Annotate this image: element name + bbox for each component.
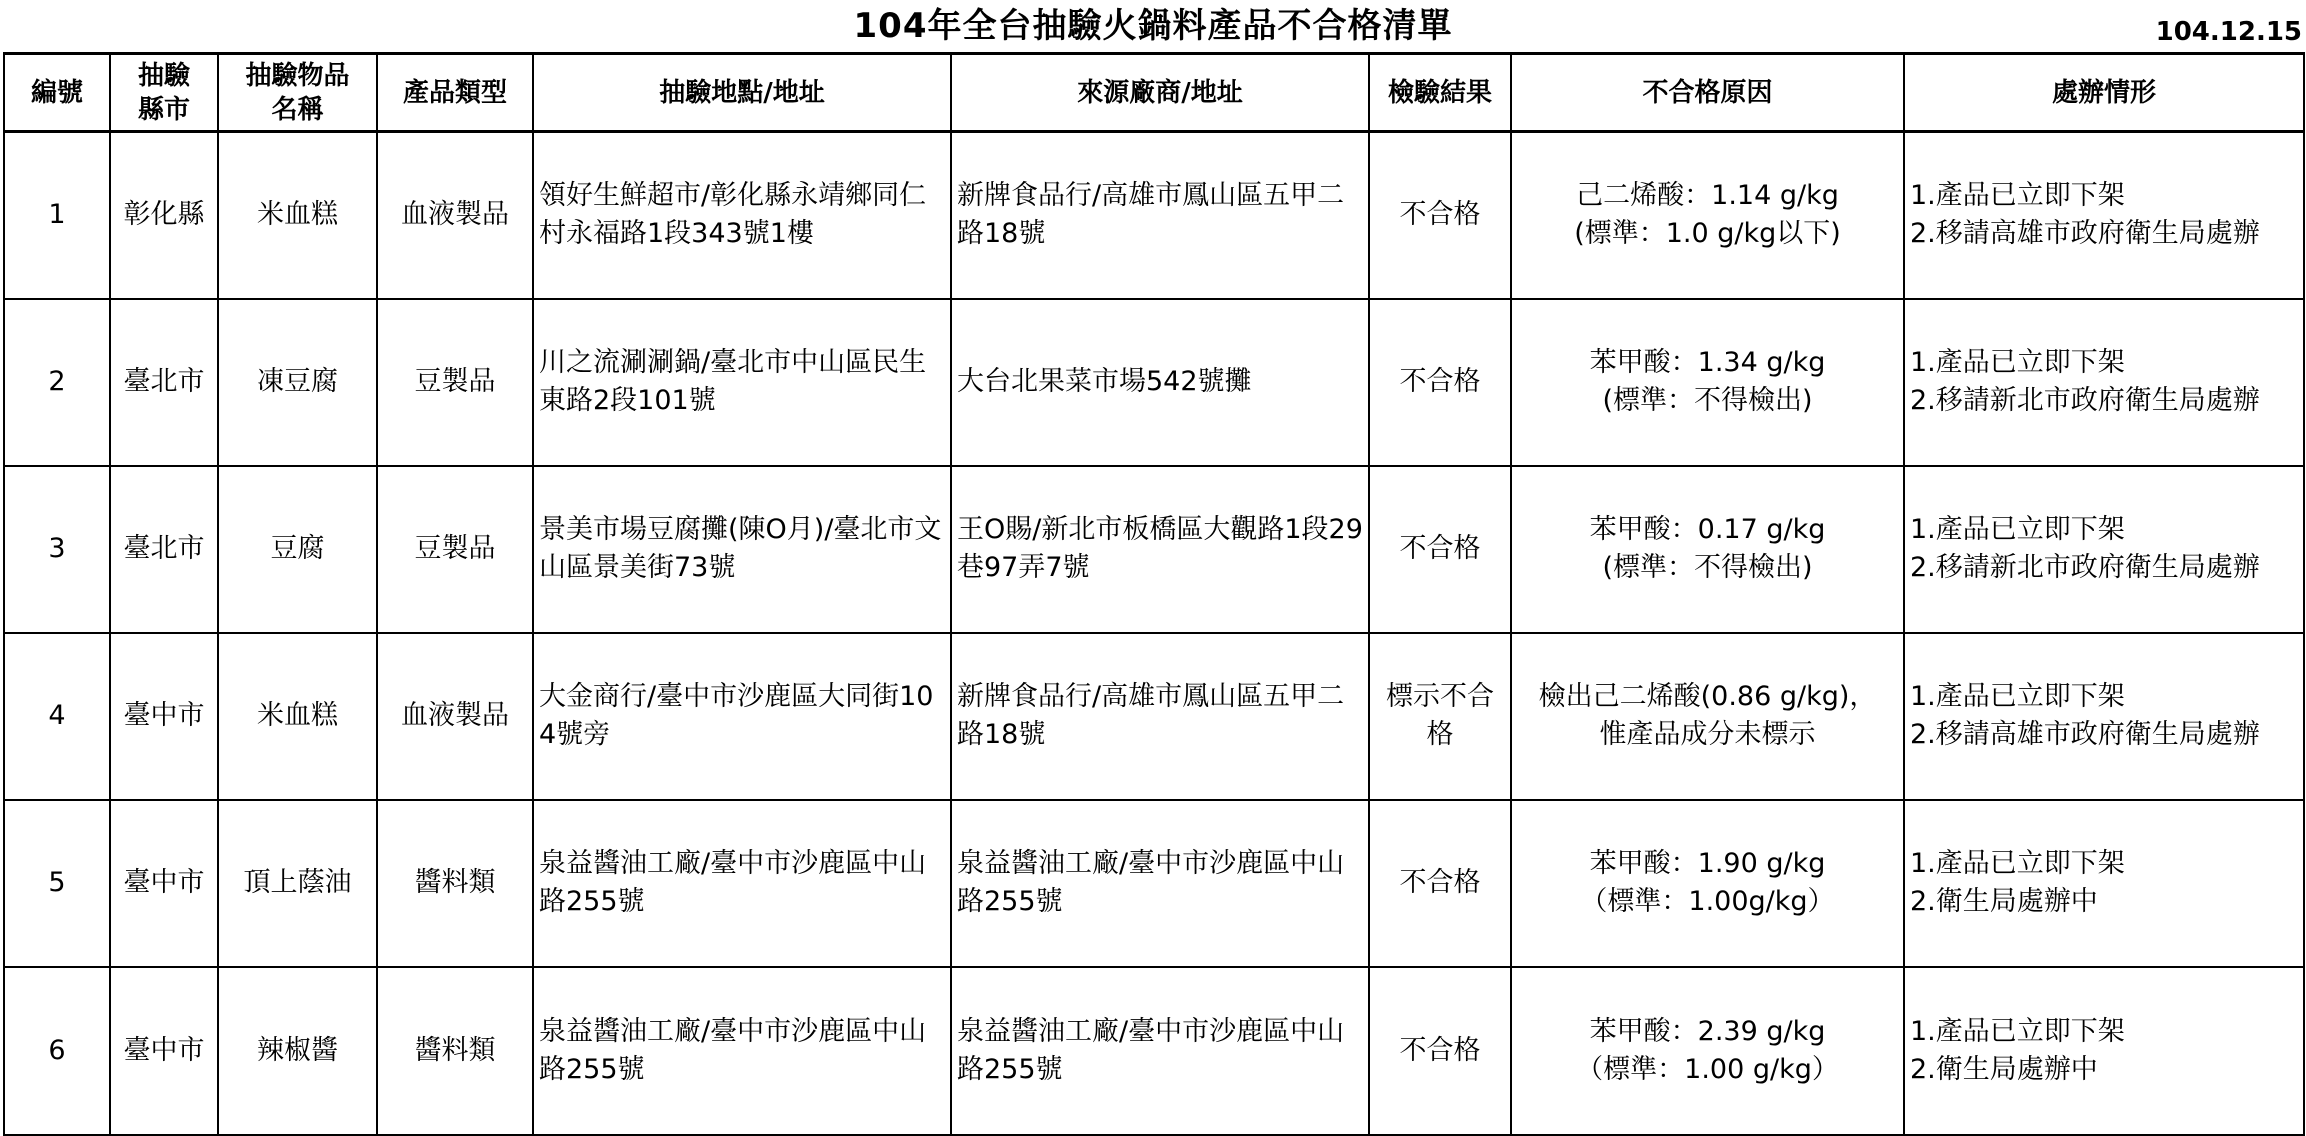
cell-reason: 苯甲酸：0.17 g/kg (標準：不得檢出) (1511, 466, 1904, 633)
page-title: 104年全台抽驗火鍋料產品不合格清單 (853, 6, 1453, 46)
cell-item: 米血糕 (218, 132, 377, 299)
table-row (4, 466, 2304, 633)
cell-type: 血液製品 (377, 633, 533, 800)
cell-action: 1.產品已立即下架 2.移請新北市政府衛生局處辦 (1904, 466, 2304, 633)
cell-no: 5 (4, 800, 110, 967)
cell-result: 不合格 (1369, 466, 1511, 633)
cell-no: 1 (4, 132, 110, 299)
cell-result: 不合格 (1369, 299, 1511, 466)
cell-item: 頂上蔭油 (218, 800, 377, 967)
cell-type: 豆製品 (377, 466, 533, 633)
cell-type: 醬料類 (377, 800, 533, 967)
cell-action: 1.產品已立即下架 2.移請高雄市政府衛生局處辦 (1904, 633, 2304, 800)
column-header-result: 檢驗結果 (1369, 54, 1511, 132)
table-row (4, 800, 2304, 967)
column-header-type: 產品類型 (377, 54, 533, 132)
table-row (4, 967, 2304, 1135)
cell-source: 泉益醬油工廠/臺中市沙鹿區中山路255號 (951, 967, 1369, 1135)
cell-result: 不合格 (1369, 967, 1511, 1135)
cell-reason: 己二烯酸：1.14 g/kg (標準：1.0 g/kg以下) (1511, 132, 1904, 299)
cell-city: 臺北市 (110, 299, 218, 466)
cell-item: 凍豆腐 (218, 299, 377, 466)
cell-action: 1.產品已立即下架 2.衛生局處辦中 (1904, 967, 2304, 1135)
cell-city: 臺北市 (110, 466, 218, 633)
column-header-source: 來源廠商/地址 (951, 54, 1369, 132)
cell-type: 血液製品 (377, 132, 533, 299)
table-row (4, 132, 2304, 299)
cell-type: 醬料類 (377, 967, 533, 1135)
cell-city: 彰化縣 (110, 132, 218, 299)
table-header-row (4, 54, 2304, 132)
cell-action: 1.產品已立即下架 2.移請高雄市政府衛生局處辦 (1904, 132, 2304, 299)
cell-city: 臺中市 (110, 967, 218, 1135)
cell-action: 1.產品已立即下架 2.移請新北市政府衛生局處辦 (1904, 299, 2304, 466)
cell-reason: 苯甲酸：1.90 g/kg （標準：1.00g/kg） (1511, 800, 1904, 967)
report-date: 104.12.15 (2155, 17, 2302, 47)
cell-no: 6 (4, 967, 110, 1135)
cell-location: 景美市場豆腐攤(陳O月)/臺北市文山區景美街73號 (533, 466, 951, 633)
column-header-no: 編號 (4, 54, 110, 132)
column-header-city: 抽驗 縣市 (110, 54, 218, 132)
column-header-item: 抽驗物品 名稱 (218, 54, 377, 132)
cell-source: 泉益醬油工廠/臺中市沙鹿區中山路255號 (951, 800, 1369, 967)
cell-no: 4 (4, 633, 110, 800)
cell-item: 豆腐 (218, 466, 377, 633)
cell-item: 米血糕 (218, 633, 377, 800)
cell-city: 臺中市 (110, 800, 218, 967)
cell-source: 新牌食品行/高雄市鳳山區五甲二路18號 (951, 132, 1369, 299)
noncompliance-table (3, 52, 2305, 1136)
column-header-location: 抽驗地點/地址 (533, 54, 951, 132)
cell-city: 臺中市 (110, 633, 218, 800)
table-row (4, 299, 2304, 466)
cell-item: 辣椒醬 (218, 967, 377, 1135)
cell-reason: 苯甲酸：1.34 g/kg (標準：不得檢出) (1511, 299, 1904, 466)
cell-reason: 苯甲酸：2.39 g/kg （標準：1.00 g/kg） (1511, 967, 1904, 1135)
cell-result: 標示不合 格 (1369, 633, 1511, 800)
cell-result: 不合格 (1369, 132, 1511, 299)
cell-location: 大金商行/臺中市沙鹿區大同街104號旁 (533, 633, 951, 800)
cell-no: 2 (4, 299, 110, 466)
cell-location: 川之流涮涮鍋/臺北市中山區民生東路2段101號 (533, 299, 951, 466)
cell-type: 豆製品 (377, 299, 533, 466)
cell-source: 王O賜/新北市板橋區大觀路1段29巷97弄7號 (951, 466, 1369, 633)
column-header-action: 處辦情形 (1904, 54, 2304, 132)
cell-location: 領好生鮮超市/彰化縣永靖鄉同仁村永福路1段343號1樓 (533, 132, 951, 299)
cell-no: 3 (4, 466, 110, 633)
cell-location: 泉益醬油工廠/臺中市沙鹿區中山路255號 (533, 800, 951, 967)
cell-action: 1.產品已立即下架 2.衛生局處辦中 (1904, 800, 2304, 967)
column-header-reason: 不合格原因 (1511, 54, 1904, 132)
table-row (4, 633, 2304, 800)
cell-location: 泉益醬油工廠/臺中市沙鹿區中山路255號 (533, 967, 951, 1135)
cell-result: 不合格 (1369, 800, 1511, 967)
cell-source: 大台北果菜市場542號攤 (951, 299, 1369, 466)
cell-reason: 檢出己二烯酸(0.86 g/kg)， 惟產品成分未標示 (1511, 633, 1904, 800)
cell-source: 新牌食品行/高雄市鳳山區五甲二路18號 (951, 633, 1369, 800)
